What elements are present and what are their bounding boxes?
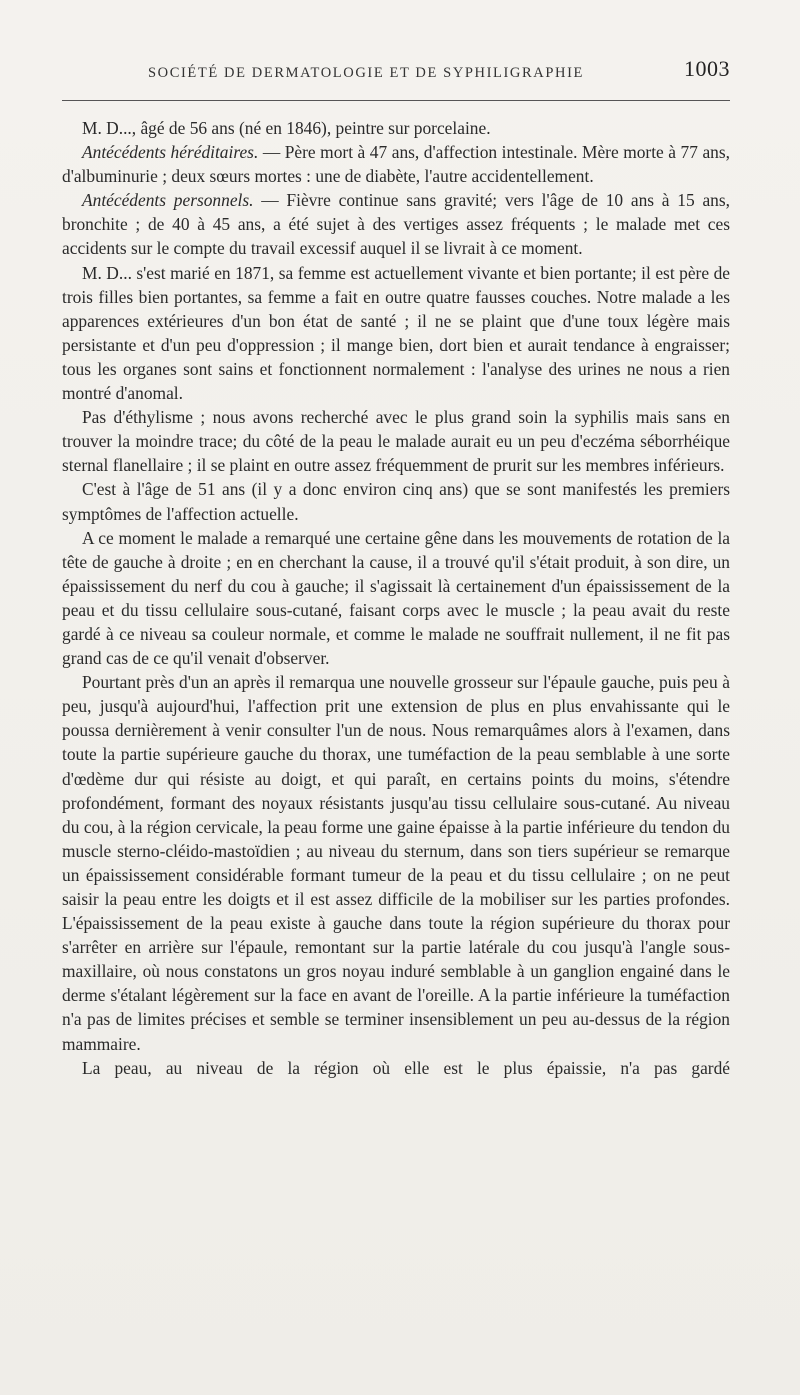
paragraph: A ce moment le malade a remarqué une certaine gêne dans les mouvements de rotation de la tête de gauche à droite ; en en cherchant la cause, il a trouvé qu'il s'était produit, à son dire, un épaississement du nerf du cou à gauche; il s'agissait là certainement d'un épaississement de la peau et du tissu cellulaire sous-cutané, faisant corps avec le muscle ; la peau avait du reste gardé à ce niveau sa couleur normale, et comme le malade ne souffrait nullement, il ne fit pas grand cas de ce qu'il venait d'observer.	[62, 527, 730, 669]
paragraph: C'est à l'âge de 51 ans (il y a donc environ cinq ans) que se sont manifestés les premiers symptômes de l'affection actuelle.	[62, 479, 730, 524]
paragraph-personal: Antécédents personnels. — Fièvre continue sans gravité; vers l'âge de 10 ans à 15 ans, bronchite ; de 40 à 45 ans, a été sujet à des vertiges assez fréquents ; le malade met ces accidents sur le compte du travail excessif auquel il se livrait à ce moment.	[62, 190, 730, 259]
running-title: SOCIÉTÉ DE DERMATOLOGIE ET DE SYPHILIGRAPHIE	[148, 65, 584, 81]
page-number: 1003	[684, 56, 730, 81]
paragraph-hereditary: Antécédents héréditaires. — Père mort à 47 ans, d'affection intestinale. Mère morte à 77 ans, d'albuminurie ; deux sœurs mortes : une de diabète, l'autre accidentellement.	[62, 142, 730, 187]
page-header	[62, 56, 730, 90]
section-label: Antécédents personnels.	[82, 190, 254, 211]
paragraph: La peau, au niveau de la région où elle est le plus épaissie, n'a pas gardé	[82, 1057, 730, 1078]
paragraph: Pourtant près d'un an après il remarqua une nouvelle grosseur sur l'épaule gauche, puis peu à peu, jusqu'à aujourd'hui, l'affection prit une extension de plus en plus envahissante qui le poussa dernièrement à venir consulter l'un de nous. Nous remarquâmes alors à l'examen, dans toute la partie supérieure gauche du thorax, une tuméfaction de la peau semblable à une sorte d'œdème dur qui résiste au doigt, et qui paraît, en certains points du moins, s'étendre profondément, formant des noyaux résistants jusqu'au tissu cellulaire sous-cutané. Au niveau du cou, à la région cervicale, la peau forme une gaine épaisse à la partie inférieure du tendon du muscle sterno-cléido-mastoïdien ; au niveau du sternum, dans son tiers supérieur se remarque un épaississement considérable formant tumeur de la peau et du tissu cellulaire ; on ne peut saisir la peau entre les doigts et il est assez difficile de la mobiliser sur les parties profondes. L'épaississement de la peau existe à gauche dans toute la région supérieure du thorax pour s'arrêter en arrière sur l'épaule, remontant sur la partie latérale du cou jusqu'à l'angle sous-maxillaire, où nous constatons un gros noyau induré semblable à un ganglion engainé dans le derme s'étalant légèrement sur la face en avant de l'oreille. A la partie inférieure la tuméfaction n'a pas de limites précises et semble se terminer insensiblement un peu au-dessus de la région mammaire.	[62, 672, 730, 1054]
body-text	[62, 116, 730, 1080]
paragraph: Pas d'éthylisme ; nous avons recherché avec le plus grand soin la syphilis mais sans en trouver la moindre trace; du côté de la peau le malade aurait eu un peu d'eczéma séborrhéique sternal flanellaire ; il se plaint en outre assez fréquemment de prurit sur les membres inférieurs.	[62, 407, 730, 476]
paragraph-patient: M. D..., âgé de 56 ans (né en 1846), peintre sur porcelaine.	[82, 118, 491, 138]
section-label: Antécédents héréditaires.	[82, 142, 259, 163]
header-rule	[62, 100, 730, 101]
paragraph: M. D... s'est marié en 1871, sa femme est actuellement vivante et bien portante; il est père de trois filles bien portantes, sa femme a fait en outre quatre fausses couches. Notre malade a les apparences extérieures d'un bon état de santé ; il ne se plaint que d'une toux légère mais persistante et d'un peu d'oppression ; il mange bien, dort bien et aurait tendance à engraisser; tous les organes sont sains et fonctionnent normalement : l'analyse des urines ne nous a rien montré d'anomal.	[62, 262, 730, 404]
